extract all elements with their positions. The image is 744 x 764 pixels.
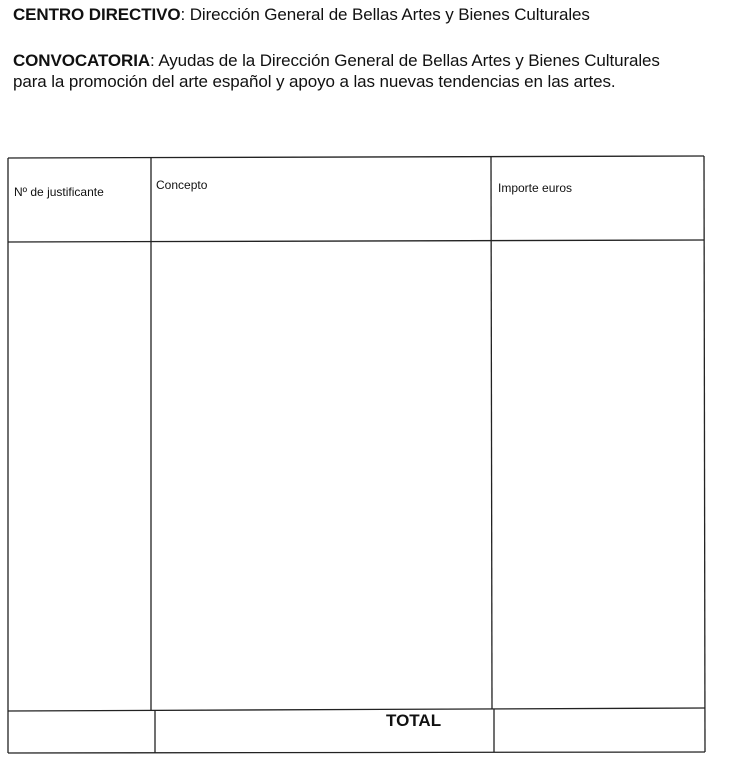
convocatoria-value: : Ayudas de la Dirección General de Bellas Artes y Bienes Culturales (150, 51, 660, 70)
table-bottom-border (8, 752, 705, 753)
convocatoria-line-2: para la promoción del arte español y apoyo a las nuevas tendencias en las artes. (13, 72, 616, 91)
col-separator-2 (491, 157, 492, 709)
table-right-border (704, 156, 705, 752)
column-header-justificante: Nº de justificante (14, 185, 104, 199)
column-header-concepto: Concepto (156, 178, 208, 192)
centro-directivo-label: CENTRO DIRECTIVO (13, 5, 181, 24)
convocatoria-label: CONVOCATORIA (13, 51, 151, 70)
column-header-importe: Importe euros (498, 181, 573, 195)
header-row-border (8, 240, 704, 242)
centro-directivo-value: : Dirección General de Bellas Artes y Bienes Culturales (180, 5, 590, 24)
total-row-border (8, 708, 705, 711)
total-label: TOTAL (386, 711, 442, 730)
table-top-border (8, 156, 704, 158)
